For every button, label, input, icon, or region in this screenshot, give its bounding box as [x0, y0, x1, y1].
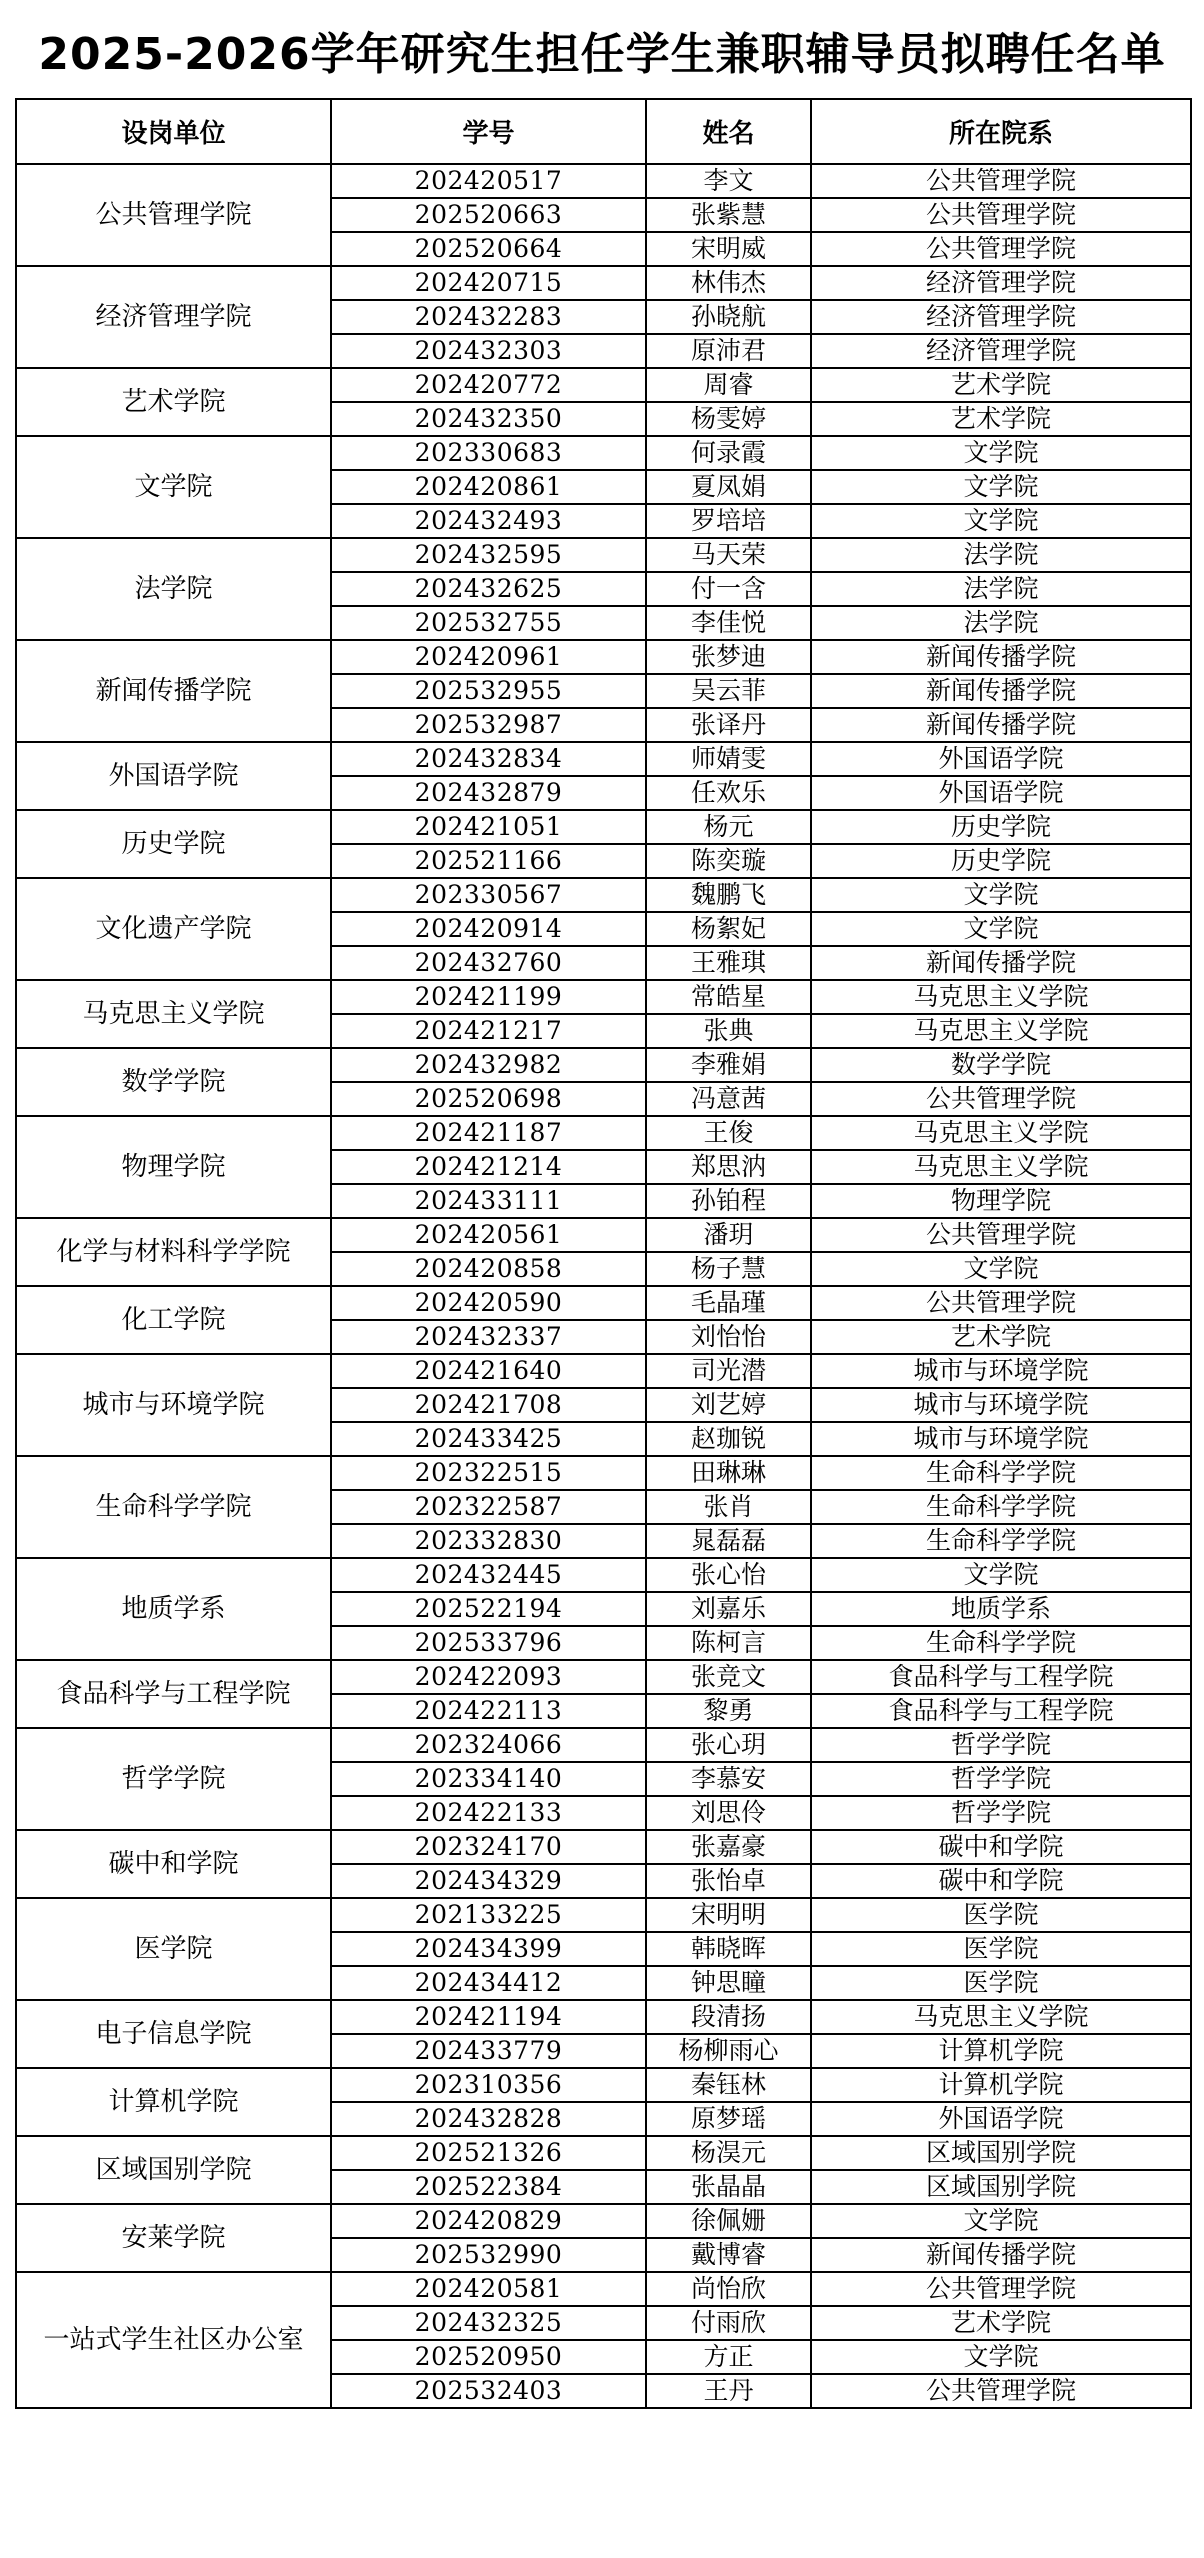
header-row: [16, 99, 1191, 164]
department-cell: 地质学系: [811, 1592, 1191, 1626]
table-row: [16, 1558, 1191, 1592]
department-cell: 文学院: [811, 470, 1191, 504]
roster-table: [15, 98, 1192, 2409]
name-cell: 李慕安: [646, 1762, 811, 1796]
name-cell: 付雨欣: [646, 2306, 811, 2340]
name-cell: 原梦瑶: [646, 2102, 811, 2136]
department-cell: 经济管理学院: [811, 334, 1191, 368]
column-header-id: 学号: [331, 99, 646, 164]
name-cell: 刘嘉乐: [646, 1592, 811, 1626]
name-cell: 夏凤娟: [646, 470, 811, 504]
department-cell: 哲学学院: [811, 1728, 1191, 1762]
unit-cell: 碳中和学院: [16, 1830, 331, 1898]
department-cell: 公共管理学院: [811, 1082, 1191, 1116]
name-cell: 郑思汭: [646, 1150, 811, 1184]
student-id-cell: 202432350: [331, 402, 646, 436]
department-cell: 城市与环境学院: [811, 1422, 1191, 1456]
unit-cell: 化学与材料科学学院: [16, 1218, 331, 1286]
table-row: [16, 266, 1191, 300]
department-cell: 公共管理学院: [811, 1218, 1191, 1252]
department-cell: 艺术学院: [811, 402, 1191, 436]
name-cell: 杨子慧: [646, 1252, 811, 1286]
name-cell: 冯意茜: [646, 1082, 811, 1116]
name-cell: 刘思伶: [646, 1796, 811, 1830]
department-cell: 艺术学院: [811, 368, 1191, 402]
student-id-cell: 202421214: [331, 1150, 646, 1184]
student-id-cell: 202520664: [331, 232, 646, 266]
student-id-cell: 202420961: [331, 640, 646, 674]
name-cell: 张竞文: [646, 1660, 811, 1694]
student-id-cell: 202420590: [331, 1286, 646, 1320]
table-row: [16, 980, 1191, 1014]
name-cell: 张嘉豪: [646, 1830, 811, 1864]
department-cell: 公共管理学院: [811, 164, 1191, 198]
unit-cell: 安莱学院: [16, 2204, 331, 2272]
department-cell: 计算机学院: [811, 2068, 1191, 2102]
name-cell: 方正: [646, 2340, 811, 2374]
table-row: [16, 1048, 1191, 1082]
student-id-cell: 202421217: [331, 1014, 646, 1048]
table-row: [16, 2068, 1191, 2102]
student-id-cell: 202532755: [331, 606, 646, 640]
department-cell: 公共管理学院: [811, 2374, 1191, 2408]
name-cell: 刘艺婷: [646, 1388, 811, 1422]
student-id-cell: 202421194: [331, 2000, 646, 2034]
student-id-cell: 202421640: [331, 1354, 646, 1388]
unit-cell: 哲学学院: [16, 1728, 331, 1830]
department-cell: 城市与环境学院: [811, 1388, 1191, 1422]
student-id-cell: 202520698: [331, 1082, 646, 1116]
name-cell: 何录霞: [646, 436, 811, 470]
name-cell: 杨柳雨心: [646, 2034, 811, 2068]
department-cell: 食品科学与工程学院: [811, 1660, 1191, 1694]
student-id-cell: 202432879: [331, 776, 646, 810]
student-id-cell: 202520663: [331, 198, 646, 232]
unit-cell: 文化遗产学院: [16, 878, 331, 980]
name-cell: 孙晓航: [646, 300, 811, 334]
name-cell: 李雅娟: [646, 1048, 811, 1082]
table-row: [16, 2136, 1191, 2170]
name-cell: 毛晶瑾: [646, 1286, 811, 1320]
name-cell: 周睿: [646, 368, 811, 402]
roster-body: [16, 164, 1191, 2408]
name-cell: 徐佩姗: [646, 2204, 811, 2238]
department-cell: 食品科学与工程学院: [811, 1694, 1191, 1728]
name-cell: 王俊: [646, 1116, 811, 1150]
student-id-cell: 202522194: [331, 1592, 646, 1626]
department-cell: 公共管理学院: [811, 1286, 1191, 1320]
table-row: [16, 1218, 1191, 1252]
department-cell: 文学院: [811, 2204, 1191, 2238]
student-id-cell: 202324170: [331, 1830, 646, 1864]
unit-cell: 法学院: [16, 538, 331, 640]
name-cell: 师婧雯: [646, 742, 811, 776]
student-id-cell: 202420914: [331, 912, 646, 946]
department-cell: 法学院: [811, 538, 1191, 572]
department-cell: 生命科学学院: [811, 1626, 1191, 1660]
student-id-cell: 202532403: [331, 2374, 646, 2408]
department-cell: 新闻传播学院: [811, 2238, 1191, 2272]
column-header-unit: 设岗单位: [16, 99, 331, 164]
unit-cell: 一站式学生社区办公室: [16, 2272, 331, 2408]
unit-cell: 电子信息学院: [16, 2000, 331, 2068]
department-cell: 区域国别学院: [811, 2136, 1191, 2170]
department-cell: 物理学院: [811, 1184, 1191, 1218]
student-id-cell: 202133225: [331, 1898, 646, 1932]
department-cell: 生命科学学院: [811, 1456, 1191, 1490]
department-cell: 文学院: [811, 436, 1191, 470]
student-id-cell: 202324066: [331, 1728, 646, 1762]
student-id-cell: 202420861: [331, 470, 646, 504]
table-row: [16, 1660, 1191, 1694]
student-id-cell: 202433111: [331, 1184, 646, 1218]
department-cell: 新闻传播学院: [811, 674, 1191, 708]
table-row: [16, 164, 1191, 198]
name-cell: 原沛君: [646, 334, 811, 368]
department-cell: 外国语学院: [811, 776, 1191, 810]
unit-cell: 计算机学院: [16, 2068, 331, 2136]
name-cell: 张梦迪: [646, 640, 811, 674]
name-cell: 宋明威: [646, 232, 811, 266]
unit-cell: 地质学系: [16, 1558, 331, 1660]
student-id-cell: 202420581: [331, 2272, 646, 2306]
department-cell: 历史学院: [811, 844, 1191, 878]
name-cell: 张译丹: [646, 708, 811, 742]
student-id-cell: 202520950: [331, 2340, 646, 2374]
student-id-cell: 202332830: [331, 1524, 646, 1558]
unit-cell: 城市与环境学院: [16, 1354, 331, 1456]
column-header-dept: 所在院系: [811, 99, 1191, 164]
name-cell: 潘玥: [646, 1218, 811, 1252]
department-cell: 经济管理学院: [811, 266, 1191, 300]
table-row: [16, 1830, 1191, 1864]
unit-cell: 数学学院: [16, 1048, 331, 1116]
department-cell: 法学院: [811, 606, 1191, 640]
student-id-cell: 202432982: [331, 1048, 646, 1082]
department-cell: 马克思主义学院: [811, 1014, 1191, 1048]
student-id-cell: 202420561: [331, 1218, 646, 1252]
name-cell: 赵珈锐: [646, 1422, 811, 1456]
student-id-cell: 202420772: [331, 368, 646, 402]
department-cell: 公共管理学院: [811, 2272, 1191, 2306]
name-cell: 张紫慧: [646, 198, 811, 232]
department-cell: 法学院: [811, 572, 1191, 606]
name-cell: 尚怡欣: [646, 2272, 811, 2306]
student-id-cell: 202432760: [331, 946, 646, 980]
student-id-cell: 202422093: [331, 1660, 646, 1694]
name-cell: 杨淏元: [646, 2136, 811, 2170]
department-cell: 公共管理学院: [811, 232, 1191, 266]
name-cell: 张典: [646, 1014, 811, 1048]
student-id-cell: 202310356: [331, 2068, 646, 2102]
department-cell: 新闻传播学院: [811, 640, 1191, 674]
table-row: [16, 742, 1191, 776]
name-cell: 张心怡: [646, 1558, 811, 1592]
student-id-cell: 202322515: [331, 1456, 646, 1490]
student-id-cell: 202330567: [331, 878, 646, 912]
student-id-cell: 202420517: [331, 164, 646, 198]
unit-cell: 医学院: [16, 1898, 331, 2000]
department-cell: 区域国别学院: [811, 2170, 1191, 2204]
name-cell: 黎勇: [646, 1694, 811, 1728]
name-cell: 钟思瞳: [646, 1966, 811, 2000]
table-row: [16, 368, 1191, 402]
student-id-cell: 202432337: [331, 1320, 646, 1354]
department-cell: 艺术学院: [811, 1320, 1191, 1354]
student-id-cell: 202532987: [331, 708, 646, 742]
table-row: [16, 1728, 1191, 1762]
department-cell: 医学院: [811, 1932, 1191, 1966]
student-id-cell: 202521326: [331, 2136, 646, 2170]
student-id-cell: 202434412: [331, 1966, 646, 2000]
department-cell: 外国语学院: [811, 742, 1191, 776]
table-row: [16, 1354, 1191, 1388]
name-cell: 陈奕璇: [646, 844, 811, 878]
table-row: [16, 2204, 1191, 2238]
name-cell: 王丹: [646, 2374, 811, 2408]
department-cell: 文学院: [811, 2340, 1191, 2374]
department-cell: 艺术学院: [811, 2306, 1191, 2340]
table-row: [16, 1116, 1191, 1150]
name-cell: 孙铂程: [646, 1184, 811, 1218]
department-cell: 医学院: [811, 1898, 1191, 1932]
student-id-cell: 202522384: [331, 2170, 646, 2204]
department-cell: 外国语学院: [811, 2102, 1191, 2136]
student-id-cell: 202432303: [331, 334, 646, 368]
name-cell: 常皓星: [646, 980, 811, 1014]
department-cell: 生命科学学院: [811, 1490, 1191, 1524]
column-header-name: 姓名: [646, 99, 811, 164]
department-cell: 哲学学院: [811, 1796, 1191, 1830]
name-cell: 段清扬: [646, 2000, 811, 2034]
name-cell: 刘怡怡: [646, 1320, 811, 1354]
student-id-cell: 202422133: [331, 1796, 646, 1830]
name-cell: 陈柯言: [646, 1626, 811, 1660]
name-cell: 魏鹏飞: [646, 878, 811, 912]
table-row: [16, 436, 1191, 470]
student-id-cell: 202322587: [331, 1490, 646, 1524]
name-cell: 杨絮妃: [646, 912, 811, 946]
name-cell: 杨雯婷: [646, 402, 811, 436]
table-row: [16, 640, 1191, 674]
department-cell: 文学院: [811, 1252, 1191, 1286]
table-row: [16, 1456, 1191, 1490]
unit-cell: 历史学院: [16, 810, 331, 878]
unit-cell: 食品科学与工程学院: [16, 1660, 331, 1728]
name-cell: 张心玥: [646, 1728, 811, 1762]
student-id-cell: 202532955: [331, 674, 646, 708]
name-cell: 李文: [646, 164, 811, 198]
department-cell: 医学院: [811, 1966, 1191, 2000]
department-cell: 哲学学院: [811, 1762, 1191, 1796]
student-id-cell: 202420715: [331, 266, 646, 300]
department-cell: 碳中和学院: [811, 1830, 1191, 1864]
name-cell: 李佳悦: [646, 606, 811, 640]
unit-cell: 外国语学院: [16, 742, 331, 810]
name-cell: 任欢乐: [646, 776, 811, 810]
student-id-cell: 202521166: [331, 844, 646, 878]
unit-cell: 马克思主义学院: [16, 980, 331, 1048]
name-cell: 司光潜: [646, 1354, 811, 1388]
name-cell: 吴云菲: [646, 674, 811, 708]
student-id-cell: 202432834: [331, 742, 646, 776]
name-cell: 付一含: [646, 572, 811, 606]
name-cell: 田琳琳: [646, 1456, 811, 1490]
name-cell: 罗培培: [646, 504, 811, 538]
name-cell: 张肖: [646, 1490, 811, 1524]
student-id-cell: 202420829: [331, 2204, 646, 2238]
department-cell: 经济管理学院: [811, 300, 1191, 334]
department-cell: 马克思主义学院: [811, 1150, 1191, 1184]
page-title: 2025-2026学年研究生担任学生兼职辅导员拟聘任名单: [38, 29, 1166, 80]
unit-cell: 区域国别学院: [16, 2136, 331, 2204]
unit-cell: 艺术学院: [16, 368, 331, 436]
department-cell: 生命科学学院: [811, 1524, 1191, 1558]
student-id-cell: 202432445: [331, 1558, 646, 1592]
student-id-cell: 202433425: [331, 1422, 646, 1456]
name-cell: 宋明明: [646, 1898, 811, 1932]
unit-cell: 化工学院: [16, 1286, 331, 1354]
department-cell: 文学院: [811, 504, 1191, 538]
student-id-cell: 202432283: [331, 300, 646, 334]
department-cell: 马克思主义学院: [811, 2000, 1191, 2034]
student-id-cell: 202421199: [331, 980, 646, 1014]
department-cell: 马克思主义学院: [811, 1116, 1191, 1150]
student-id-cell: 202433779: [331, 2034, 646, 2068]
student-id-cell: 202432325: [331, 2306, 646, 2340]
table-row: [16, 2272, 1191, 2306]
department-cell: 公共管理学院: [811, 198, 1191, 232]
student-id-cell: 202422113: [331, 1694, 646, 1728]
student-id-cell: 202420858: [331, 1252, 646, 1286]
table-row: [16, 1898, 1191, 1932]
department-cell: 碳中和学院: [811, 1864, 1191, 1898]
name-cell: 张晶晶: [646, 2170, 811, 2204]
name-cell: 马天荣: [646, 538, 811, 572]
unit-cell: 文学院: [16, 436, 331, 538]
name-cell: 晁磊磊: [646, 1524, 811, 1558]
unit-cell: 新闻传播学院: [16, 640, 331, 742]
student-id-cell: 202434329: [331, 1864, 646, 1898]
student-id-cell: 202432625: [331, 572, 646, 606]
table-row: [16, 1286, 1191, 1320]
student-id-cell: 202532990: [331, 2238, 646, 2272]
student-id-cell: 202421051: [331, 810, 646, 844]
unit-cell: 生命科学学院: [16, 1456, 331, 1558]
student-id-cell: 202432595: [331, 538, 646, 572]
department-cell: 历史学院: [811, 810, 1191, 844]
name-cell: 韩晓晖: [646, 1932, 811, 1966]
name-cell: 秦钰林: [646, 2068, 811, 2102]
department-cell: 文学院: [811, 912, 1191, 946]
table-row: [16, 538, 1191, 572]
student-id-cell: 202432493: [331, 504, 646, 538]
department-cell: 计算机学院: [811, 2034, 1191, 2068]
table-row: [16, 810, 1191, 844]
student-id-cell: 202330683: [331, 436, 646, 470]
department-cell: 城市与环境学院: [811, 1354, 1191, 1388]
student-id-cell: 202421187: [331, 1116, 646, 1150]
department-cell: 新闻传播学院: [811, 946, 1191, 980]
unit-cell: 经济管理学院: [16, 266, 331, 368]
table-row: [16, 2000, 1191, 2034]
unit-cell: 公共管理学院: [16, 164, 331, 266]
department-cell: 数学学院: [811, 1048, 1191, 1082]
name-cell: 王雅琪: [646, 946, 811, 980]
student-id-cell: 202334140: [331, 1762, 646, 1796]
department-cell: 文学院: [811, 1558, 1191, 1592]
name-cell: 戴博睿: [646, 2238, 811, 2272]
student-id-cell: 202533796: [331, 1626, 646, 1660]
department-cell: 新闻传播学院: [811, 708, 1191, 742]
name-cell: 张怡卓: [646, 1864, 811, 1898]
student-id-cell: 202432828: [331, 2102, 646, 2136]
department-cell: 文学院: [811, 878, 1191, 912]
student-id-cell: 202421708: [331, 1388, 646, 1422]
name-cell: 杨元: [646, 810, 811, 844]
student-id-cell: 202434399: [331, 1932, 646, 1966]
department-cell: 马克思主义学院: [811, 980, 1191, 1014]
unit-cell: 物理学院: [16, 1116, 331, 1218]
table-row: [16, 878, 1191, 912]
name-cell: 林伟杰: [646, 266, 811, 300]
